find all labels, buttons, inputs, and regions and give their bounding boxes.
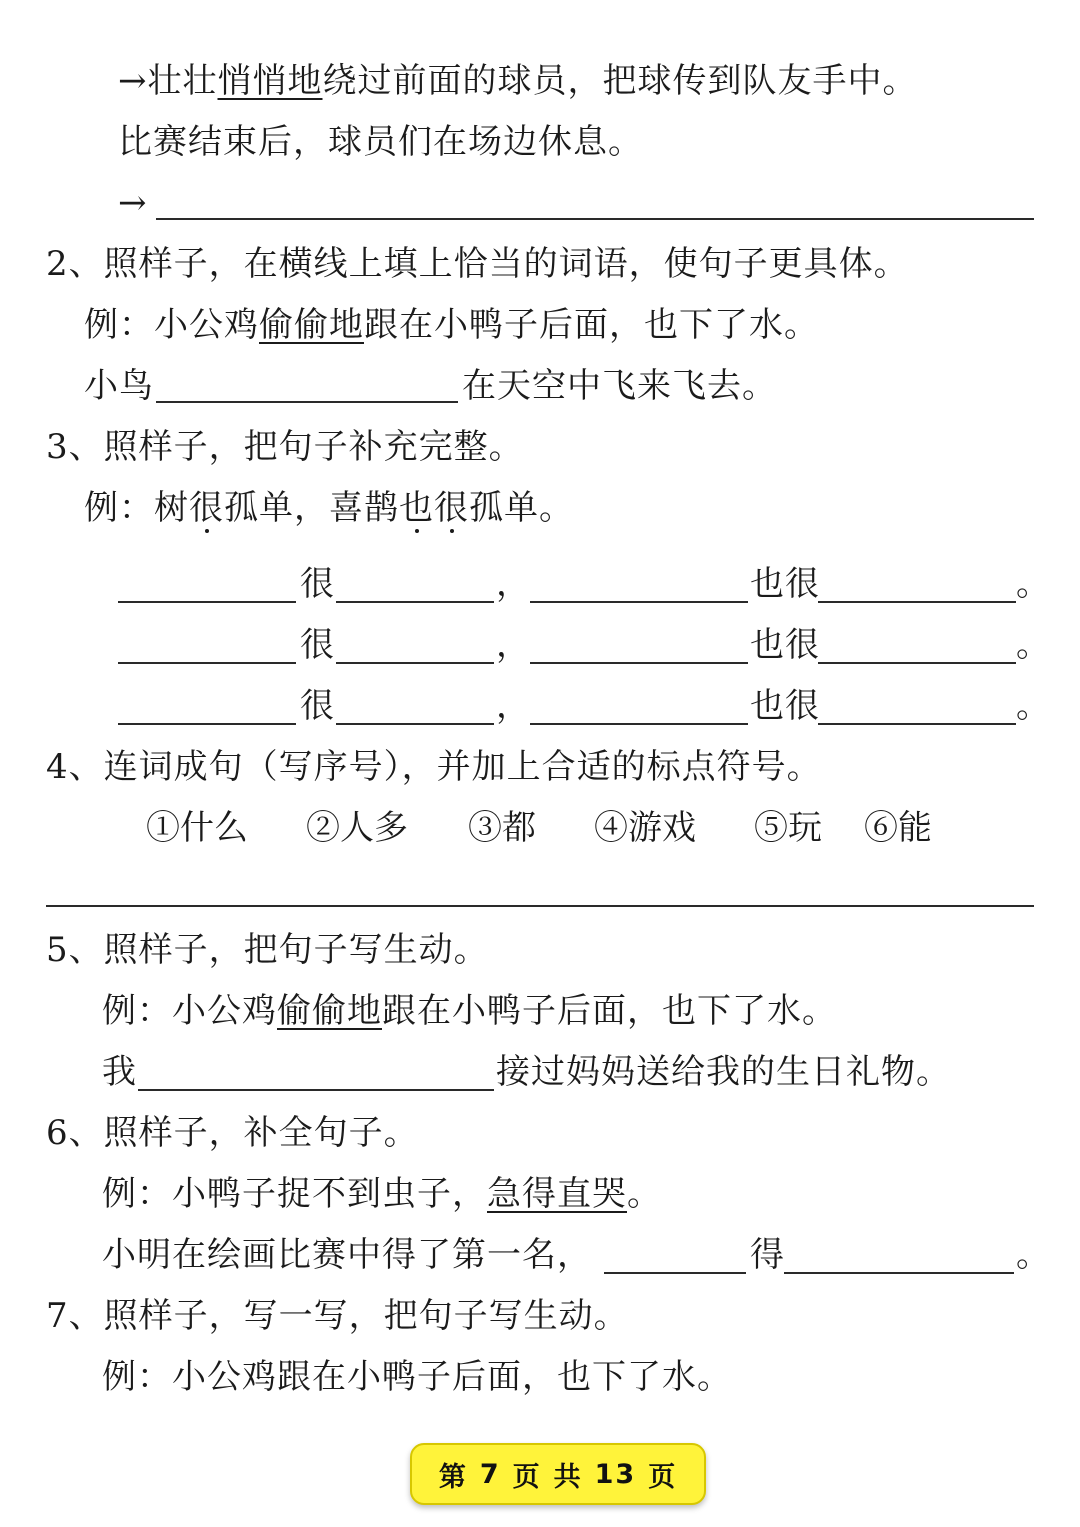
q2-example-prefix: 例：小公鸡	[84, 305, 259, 345]
q6-title: 6、照样子，补全句子。	[46, 1113, 419, 1153]
q5-example-underlined: 偷偷地	[277, 991, 382, 1031]
q3-row1-blank1[interactable]	[118, 601, 296, 603]
q3-row1-blank2[interactable]	[336, 601, 494, 603]
q2-example-underlined: 偷偷地	[259, 305, 364, 345]
q3-row2-blank3[interactable]	[530, 662, 748, 664]
q5-example-suffix: 跟在小鸭子后面，也下了水。	[382, 991, 837, 1031]
q1-example-suffix: 绕过前面的球员，把球传到队友手中。	[322, 61, 918, 101]
q5-fill-blank[interactable]	[138, 1089, 494, 1091]
q7-title: 7、照样子，写一写，把句子写生动。	[46, 1296, 629, 1336]
q1-example-prefix: →壮壮	[118, 61, 218, 101]
q6-fill-prefix: 小明在绘画比赛中得了第一名，	[102, 1235, 592, 1275]
q6-example-suffix: 。	[627, 1174, 662, 1214]
q3-row2-blank1[interactable]	[118, 662, 296, 664]
q5-example-prefix: 例：小公鸡	[102, 991, 277, 1031]
q6-fill-suffix: 。	[1016, 1235, 1051, 1275]
q3-example-f: 孤单。	[469, 488, 574, 528]
q4-option-2: ②人多	[306, 808, 408, 848]
q3-row1-word1: 很	[300, 564, 335, 604]
q3-example-c: 孤单，喜鹊	[224, 488, 399, 528]
q3-row3-comma: ，	[496, 686, 531, 726]
q1-example-line	[118, 61, 918, 101]
q3-row3-blank1[interactable]	[118, 723, 296, 725]
q3-row3-word2: 也很	[750, 686, 820, 726]
q5-fill-suffix: 接过妈妈送给我的生日礼物。	[496, 1052, 951, 1092]
q2-fill-prefix: 小鸟	[84, 366, 154, 406]
q5-fill-prefix: 我	[102, 1052, 137, 1092]
q6-example-underlined: 急得直哭	[487, 1174, 627, 1214]
q1-prompt: 比赛结束后，球员们在场边休息。	[118, 122, 643, 162]
q4-option-3: ③都	[468, 808, 536, 848]
q4-option-5: ⑤玩	[754, 808, 822, 848]
q7-example: 例：小公鸡跟在小鸭子后面，也下了水。	[102, 1357, 732, 1397]
page-label-gong: 共	[553, 1461, 583, 1493]
q3-row2-blank2[interactable]	[336, 662, 494, 664]
q3-row3-blank4[interactable]	[818, 723, 1016, 725]
page-label-ye: 页	[512, 1461, 542, 1493]
q3-title: 3、照样子，把句子补充完整。	[46, 427, 524, 467]
q3-example-dotted-hen2: 很	[434, 488, 469, 528]
q3-row3-word1: 很	[300, 686, 335, 726]
q4-option-6: ⑥能	[864, 808, 932, 848]
q6-example-prefix: 例：小鸭子捉不到虫子，	[102, 1174, 487, 1214]
q3-row2-word1: 很	[300, 625, 335, 665]
page-label-di: 第	[438, 1461, 468, 1493]
q3-row1-word2: 也很	[750, 564, 820, 604]
q3-example-dotted-hen: 很	[189, 488, 224, 528]
q3-row1-period: 。	[1016, 564, 1051, 604]
page-label-ye2: 页	[648, 1461, 678, 1493]
q6-example-line	[102, 1174, 662, 1214]
q3-example-dotted-ye: 也	[399, 488, 434, 528]
q5-example-line	[102, 991, 837, 1031]
q3-row2-period: 。	[1016, 625, 1051, 665]
q3-row1-blank3[interactable]	[530, 601, 748, 603]
q2-example-line	[84, 305, 819, 345]
q3-row1-comma: ，	[496, 564, 531, 604]
q3-row2-comma: ，	[496, 625, 531, 665]
q2-fill-blank[interactable]	[156, 401, 458, 403]
q3-row3-period: 。	[1016, 686, 1051, 726]
q1-answer-arrow: →	[118, 183, 148, 223]
page-total: 13	[594, 1458, 637, 1490]
q3-row3-blank2[interactable]	[336, 723, 494, 725]
q1-answer-blank[interactable]	[156, 218, 1034, 220]
page-indicator	[410, 1443, 706, 1505]
q5-title: 5、照样子，把句子写生动。	[46, 930, 489, 970]
q3-row2-blank4[interactable]	[818, 662, 1016, 664]
q3-row3-blank3[interactable]	[530, 723, 748, 725]
q4-option-1: ①什么	[146, 808, 248, 848]
q3-example-line	[84, 488, 574, 528]
q3-row2-word2: 也很	[750, 625, 820, 665]
q6-fill-blank1[interactable]	[604, 1272, 746, 1274]
q2-title: 2、照样子，在横线上填上恰当的词语，使句子更具体。	[46, 244, 909, 284]
q6-fill-mid: 得	[750, 1235, 785, 1275]
q4-answer-blank[interactable]	[46, 905, 1034, 907]
q1-example-underlined: 悄悄地	[217, 61, 323, 101]
q2-fill-suffix: 在天空中飞来飞去。	[462, 366, 777, 406]
q2-example-suffix: 跟在小鸭子后面，也下了水。	[364, 305, 819, 345]
q3-example-a: 例：树	[84, 488, 189, 528]
q3-row1-blank4[interactable]	[818, 601, 1016, 603]
q6-fill-blank2[interactable]	[784, 1272, 1014, 1274]
q4-title: 4、连词成句（写序号），并加上合适的标点符号。	[46, 747, 822, 787]
q4-option-4: ④游戏	[594, 808, 696, 848]
page-current: 7	[479, 1458, 501, 1490]
